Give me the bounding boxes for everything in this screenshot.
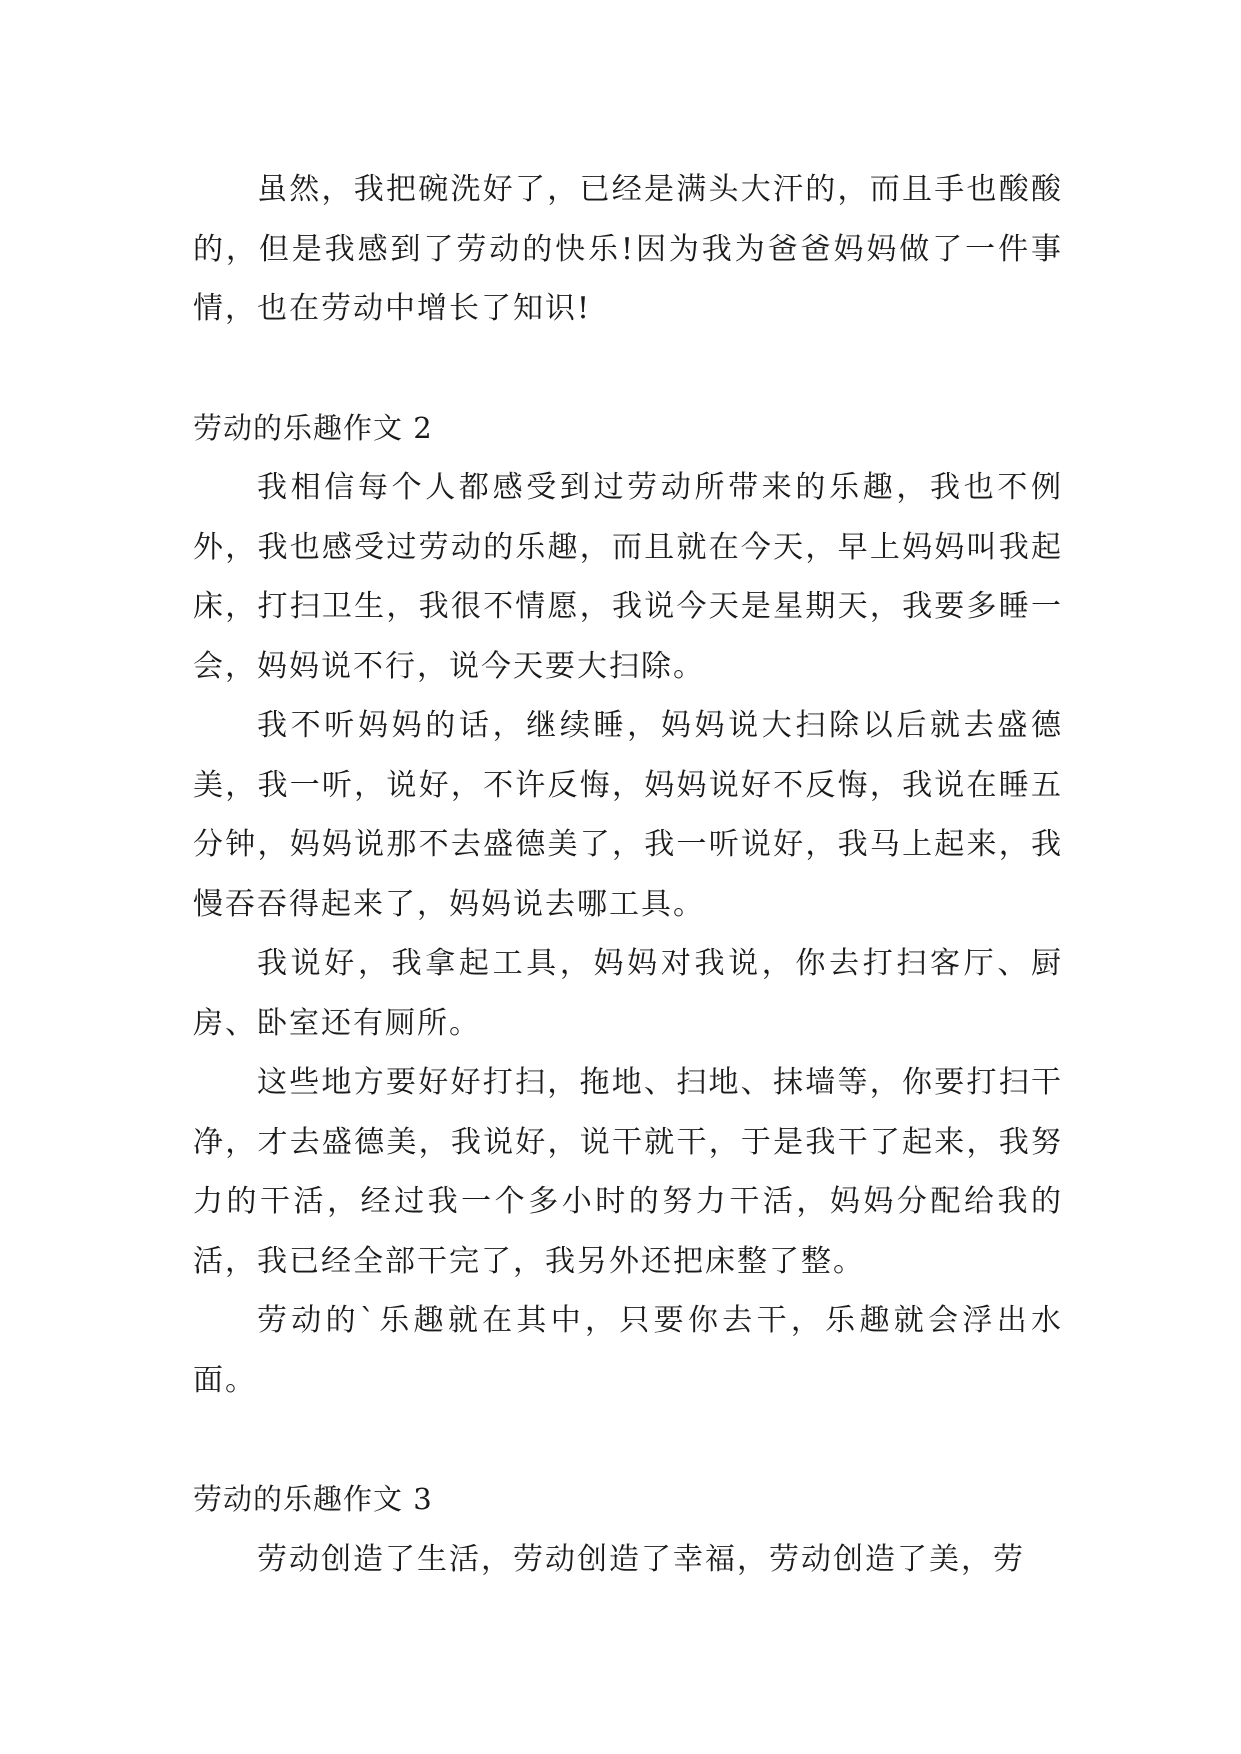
paragraph-essay-2-tasks: 我说好，我拿起工具，妈妈对我说，你去打扫客厅、厨房、卧室还有厕所。 xyxy=(193,946,1063,1041)
section-heading-essay-3: 劳动的乐趣作文 3 xyxy=(193,1482,433,1516)
paragraph-essay-2-cleaning: 这些地方要好好打扫，拖地、扫地、抹墙等，你要打扫干净，才去盛德美，我说好，说干就干，于是我干了起来，我努力的干活，经过我一个多小时的努力干活，妈妈分配给我的活，我已经全部干完了，我另外还把床整了整。 xyxy=(193,1065,1063,1279)
paragraph-essay-2-intro: 我相信每个人都感受到过劳动所带来的乐趣，我也不例外，我也感受过劳动的乐趣，而且就在今天，早上妈妈叫我起床，打扫卫生，我很不情愿，我说今天是星期天，我要多睡一会，妈妈说不行，说今天要大扫除。 xyxy=(193,470,1063,684)
paragraph-dishes-conclusion: 虽然，我把碗洗好了，已经是满头大汗的，而且手也酸酸的，但是我感到了劳动的快乐!因为我为爸爸妈妈做了一件事情，也在劳动中增长了知识! xyxy=(193,172,1063,326)
section-gap xyxy=(193,1410,1063,1470)
paragraph-essay-3-intro: 劳动创造了生活，劳动创造了幸福，劳动创造了美，劳 xyxy=(257,1541,1025,1577)
paragraph-essay-2-bargain: 我不听妈妈的话，继续睡，妈妈说大扫除以后就去盛德美，我一听，说好，不许反悔，妈妈说好不反悔，我说在睡五分钟，妈妈说那不去盛德美了，我一听说好，我马上起来，我慢吞吞得起来了，妈妈说去哪工具。 xyxy=(193,708,1063,922)
section-heading-essay-2: 劳动的乐趣作文 2 xyxy=(193,410,433,445)
document-body xyxy=(193,160,1063,1589)
paragraph-essay-2-conclusion: 劳动的`乐趣就在其中，只要你去干，乐趣就会浮出水面。 xyxy=(193,1303,1063,1398)
section-gap xyxy=(193,339,1063,399)
